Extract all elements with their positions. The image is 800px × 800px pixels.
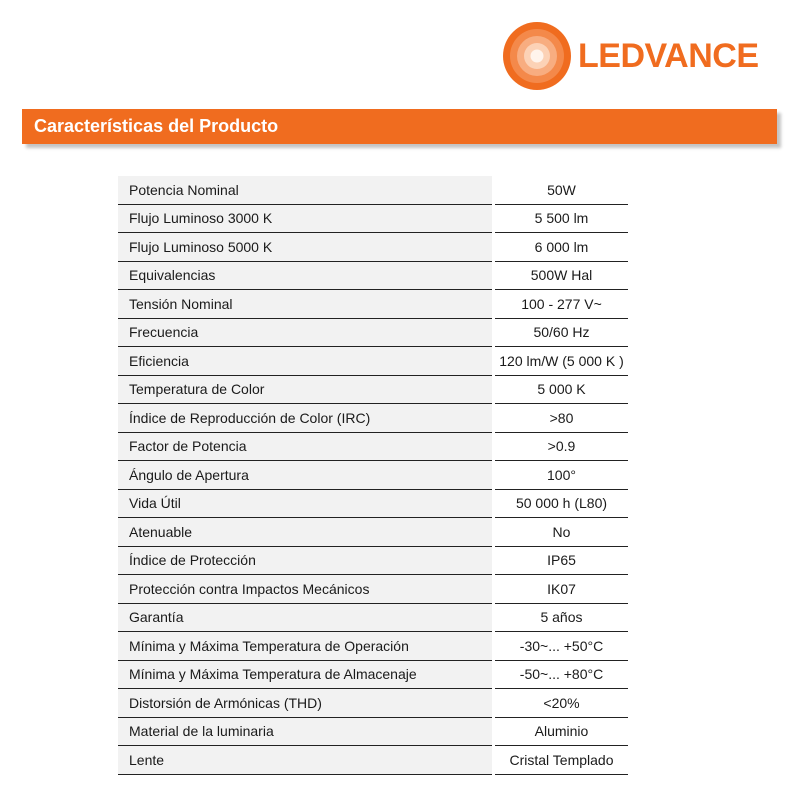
- spec-label: Potencia Nominal: [118, 176, 494, 204]
- spec-row: [118, 261, 628, 290]
- section-title: Características del Producto: [34, 116, 279, 136]
- spec-value: Aluminio: [494, 717, 629, 746]
- spec-row: [118, 176, 628, 204]
- spec-row: [118, 347, 628, 376]
- spec-value: 100 - 277 V~: [494, 290, 629, 319]
- spec-row: [118, 404, 628, 433]
- spec-row: [118, 546, 628, 575]
- spec-label: Mínima y Máxima Temperatura de Operación: [118, 632, 494, 661]
- spec-value: <20%: [494, 689, 629, 718]
- specifications-table: [118, 176, 628, 775]
- spec-label: Vida Útil: [118, 489, 494, 518]
- spec-label: Factor de Potencia: [118, 432, 494, 461]
- spec-row: [118, 290, 628, 319]
- spec-value: 5 000 K: [494, 375, 629, 404]
- spec-row: [118, 746, 628, 775]
- spec-label: Flujo Luminoso 5000 K: [118, 233, 494, 262]
- spec-label: Índice de Reproducción de Color (IRC): [118, 404, 494, 433]
- section-header-banner: [22, 109, 777, 144]
- spec-label: Equivalencias: [118, 261, 494, 290]
- spec-row: [118, 233, 628, 262]
- spec-row: [118, 461, 628, 490]
- spec-row: [118, 318, 628, 347]
- logo-ring-center: [531, 50, 544, 63]
- spec-value: IK07: [494, 575, 629, 604]
- spec-value: 50W: [494, 176, 629, 204]
- spec-value: >0.9: [494, 432, 629, 461]
- spec-value: 120 lm/W (5 000 K ): [494, 347, 629, 376]
- spec-row: [118, 632, 628, 661]
- spec-row: [118, 575, 628, 604]
- spec-value: 100°: [494, 461, 629, 490]
- spec-label: Eficiencia: [118, 347, 494, 376]
- spec-row: [118, 375, 628, 404]
- spec-label: Temperatura de Color: [118, 375, 494, 404]
- spec-label: Frecuencia: [118, 318, 494, 347]
- spec-row: [118, 603, 628, 632]
- spec-label: Material de la luminaria: [118, 717, 494, 746]
- spec-value: No: [494, 518, 629, 547]
- spec-row: [118, 518, 628, 547]
- spec-value: 500W Hal: [494, 261, 629, 290]
- spec-label: Protección contra Impactos Mecánicos: [118, 575, 494, 604]
- brand-name: LEDVANCE: [578, 36, 759, 75]
- spec-value: IP65: [494, 546, 629, 575]
- spec-label: Lente: [118, 746, 494, 775]
- spec-label: Flujo Luminoso 3000 K: [118, 204, 494, 233]
- spec-row: [118, 660, 628, 689]
- spec-row: [118, 689, 628, 718]
- spec-value: 50 000 h (L80): [494, 489, 629, 518]
- spec-value: Cristal Templado: [494, 746, 629, 775]
- spec-row: [118, 432, 628, 461]
- spec-label: Tensión Nominal: [118, 290, 494, 319]
- spec-value: 5 años: [494, 603, 629, 632]
- specifications-rows: [118, 176, 628, 774]
- spec-value: 5 500 lm: [494, 204, 629, 233]
- ledvance-rings-icon: [503, 22, 571, 90]
- spec-value: 50/60 Hz: [494, 318, 629, 347]
- spec-value: 6 000 lm: [494, 233, 629, 262]
- spec-label: Índice de Protección: [118, 546, 494, 575]
- spec-row: [118, 717, 628, 746]
- spec-label: Mínima y Máxima Temperatura de Almacenaje: [118, 660, 494, 689]
- spec-label: Garantía: [118, 603, 494, 632]
- spec-value: >80: [494, 404, 629, 433]
- spec-label: Ángulo de Apertura: [118, 461, 494, 490]
- spec-label: Distorsión de Armónicas (THD): [118, 689, 494, 718]
- ledvance-logo: [503, 22, 759, 90]
- spec-row: [118, 489, 628, 518]
- spec-label: Atenuable: [118, 518, 494, 547]
- spec-value: -50~... +80°C: [494, 660, 629, 689]
- spec-value: -30~... +50°C: [494, 632, 629, 661]
- spec-row: [118, 204, 628, 233]
